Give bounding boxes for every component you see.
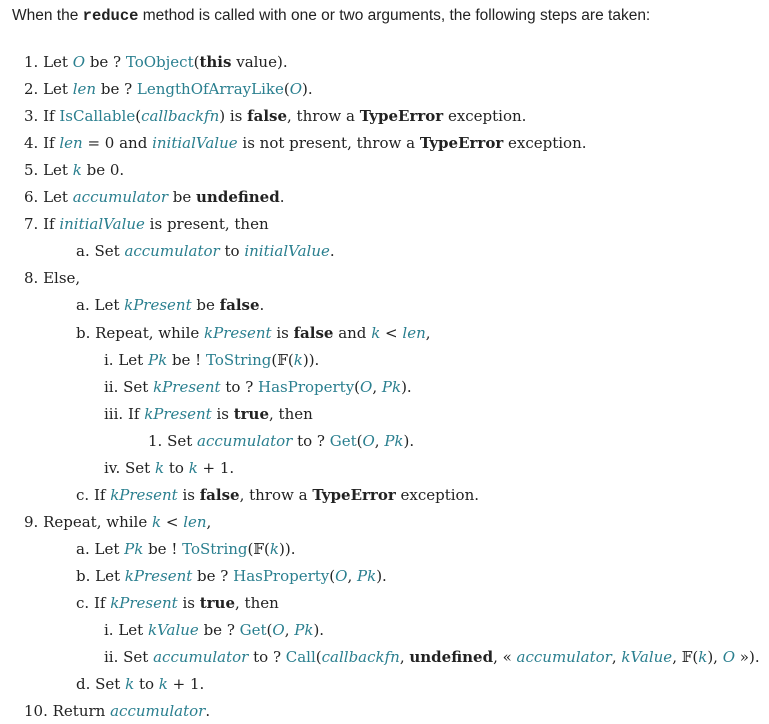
step-text: be ? [85, 53, 126, 71]
spec-variable[interactable]: kPresent [144, 404, 212, 423]
spec-value: true [233, 404, 269, 423]
step-text: exception. [395, 485, 480, 504]
spec-value: false [219, 296, 260, 315]
spec-variable[interactable]: k [188, 458, 198, 477]
spec-variable[interactable]: k [371, 323, 381, 342]
spec-value: undefined [196, 188, 280, 207]
step-line [76, 674, 204, 694]
spec-link[interactable]: HasProperty [258, 377, 355, 396]
spec-variable[interactable]: k [293, 350, 303, 369]
step-text: be ? [198, 621, 240, 640]
step-text: If [43, 107, 60, 126]
step-text: , then [235, 594, 279, 612]
step-text: ( [329, 566, 336, 585]
step-line [104, 647, 760, 667]
spec-value: TypeError [419, 134, 504, 153]
step-number: a. [76, 296, 95, 315]
step-text: Set [95, 675, 126, 694]
step-text: , then [269, 404, 313, 423]
step-text: ), [707, 648, 723, 667]
spec-value: false [293, 323, 334, 342]
step-line [76, 566, 387, 586]
spec-variable[interactable]: accumulator [72, 188, 168, 207]
step-text: Set [94, 242, 125, 261]
step-text: (𝔽( [247, 539, 270, 558]
step-text: , [425, 323, 431, 342]
step-text: to [164, 458, 189, 477]
step-line [148, 431, 414, 451]
step-number: d. [76, 675, 96, 694]
step-text: , [374, 431, 385, 450]
step-text: ( [356, 431, 363, 450]
step-text: Repeat, while [95, 323, 205, 342]
step-text: Let [43, 53, 73, 71]
step-text: ( [283, 80, 290, 99]
spec-variable[interactable]: kPresent [110, 485, 178, 504]
spec-link[interactable]: ToString [182, 539, 248, 558]
step-number: a. [76, 539, 95, 558]
spec-value: true [199, 594, 235, 612]
step-number: 2. [24, 80, 44, 99]
step-text: , [206, 512, 212, 531]
spec-value: undefined [409, 648, 494, 667]
spec-variable[interactable]: O [72, 53, 86, 71]
step-text: be [168, 188, 197, 207]
step-number: 1. [148, 431, 168, 450]
step-number: ii. [104, 377, 124, 396]
spec-variable[interactable]: initialValue [244, 242, 330, 261]
step-line [24, 160, 124, 180]
step-text: be ? [96, 80, 137, 99]
step-number: c. [76, 485, 94, 504]
step-text: Let [94, 539, 125, 558]
step-text: , throw a [287, 107, 360, 126]
spec-link[interactable]: Get [329, 431, 357, 450]
step-text: Let [94, 296, 125, 315]
step-text: be 0. [81, 161, 125, 180]
spec-variable[interactable]: kValue [147, 621, 199, 640]
step-text: , 𝔽( [672, 648, 699, 667]
step-number: 5. [24, 161, 44, 180]
step-number: 9. [24, 512, 44, 531]
spec-variable[interactable]: callbackfn [141, 107, 220, 126]
step-text: < [161, 512, 184, 531]
step-text: Let [43, 188, 73, 207]
step-line [24, 187, 284, 207]
step-text: ( [135, 107, 142, 126]
step-text: Else, [43, 269, 81, 288]
step-text: be ! [167, 350, 206, 369]
step-text: Return [52, 702, 111, 721]
spec-variable[interactable]: Pk [294, 621, 314, 640]
spec-variable[interactable]: Pk [124, 539, 144, 558]
step-line [24, 106, 526, 126]
spec-variable[interactable]: O [360, 377, 373, 396]
step-number: 10. [24, 702, 53, 721]
step-number: i. [104, 350, 119, 369]
spec-variable[interactable]: len [72, 80, 97, 99]
step-text: . [279, 188, 285, 207]
spec-value: TypeError [312, 485, 396, 504]
step-text: to ? [220, 377, 258, 396]
step-text: If [127, 404, 145, 423]
step-text: = 0 and [82, 134, 153, 153]
step-number: 6. [24, 188, 44, 207]
spec-variable[interactable]: O [362, 431, 375, 450]
step-text: be ? [192, 566, 234, 585]
step-text: < [380, 323, 403, 342]
spec-value: false [199, 485, 240, 504]
spec-variable[interactable]: kPresent [110, 594, 178, 612]
step-line [104, 377, 412, 397]
step-text: exception. [443, 107, 527, 126]
step-line [24, 133, 587, 153]
intro-text-after: method is called with one or two arguments, the following steps are taken: [138, 7, 651, 24]
step-text: , [284, 621, 295, 640]
spec-variable[interactable]: len [59, 134, 83, 153]
step-text: If [43, 134, 60, 153]
step-text: + 1. [197, 458, 235, 477]
spec-variable[interactable]: O [289, 80, 303, 99]
step-text: is [211, 404, 234, 423]
step-text: , [399, 648, 410, 667]
step-text: is [177, 594, 200, 612]
step-text: (𝔽( [271, 350, 294, 369]
step-line [76, 485, 479, 505]
intro-paragraph [12, 5, 650, 27]
step-number: 7. [24, 215, 44, 234]
step-text: , [347, 566, 357, 585]
step-text: is [271, 323, 294, 342]
step-text: ( [266, 621, 273, 640]
step-number: ii. [104, 648, 124, 667]
step-text: exception. [503, 134, 587, 153]
spec-variable[interactable]: accumulator [516, 648, 612, 667]
step-line [76, 539, 295, 559]
step-line [104, 404, 313, 424]
step-text: Let [43, 80, 73, 99]
spec-variable[interactable]: Pk [147, 350, 168, 369]
spec-variable[interactable]: k [72, 161, 82, 180]
step-number: 8. [24, 269, 44, 288]
step-text: and [333, 323, 372, 342]
step-text: If [93, 594, 111, 612]
step-text: Set [167, 431, 198, 450]
step-line [76, 323, 431, 343]
intro-text-before: When the [12, 7, 83, 24]
spec-variable[interactable]: Pk [381, 377, 402, 396]
spec-variable[interactable]: callbackfn [321, 648, 400, 667]
spec-variable[interactable]: k [125, 675, 135, 694]
step-text: Let [118, 350, 148, 369]
spec-variable[interactable]: k [154, 458, 165, 477]
spec-variable[interactable]: len [183, 512, 207, 531]
step-text: ). [302, 80, 313, 99]
step-text: be ! [143, 539, 183, 558]
step-text: is not present, throw a [237, 134, 420, 153]
step-text: Set [125, 458, 155, 477]
step-line [104, 458, 234, 478]
step-text: be [191, 296, 220, 315]
step-text: »). [735, 648, 760, 667]
spec-link[interactable]: LengthOfArrayLike [136, 80, 284, 99]
step-text: to ? [248, 648, 286, 667]
spec-variable[interactable]: kValue [621, 648, 673, 667]
spec-link[interactable]: ToObject [125, 53, 194, 71]
step-number: b. [76, 566, 96, 585]
spec-value: TypeError [359, 107, 444, 126]
step-line [24, 512, 211, 532]
step-text: ). [376, 566, 387, 585]
step-line [24, 701, 210, 721]
spec-variable[interactable]: len [402, 323, 426, 342]
step-text: . [329, 242, 335, 261]
step-line [24, 79, 313, 99]
step-text: Let [43, 161, 73, 180]
step-text: ). [403, 431, 415, 450]
spec-value: false [247, 107, 287, 126]
step-text: , « [493, 648, 517, 667]
step-text: If [43, 215, 60, 234]
step-line [76, 295, 264, 315]
step-text: . [205, 702, 211, 721]
spec-variable[interactable]: k [269, 539, 279, 558]
step-text: If [93, 485, 111, 504]
spec-variable[interactable]: k [698, 648, 708, 667]
spec-variable[interactable]: O [272, 621, 285, 640]
spec-variable[interactable]: Pk [357, 566, 377, 585]
step-text: to [134, 675, 159, 694]
method-name: reduce [82, 7, 139, 25]
spec-variable[interactable]: kPresent [204, 323, 272, 342]
step-number: c. [76, 594, 94, 612]
spec-variable[interactable]: accumulator [153, 648, 249, 667]
step-number: 4. [24, 134, 44, 153]
step-number: 3. [24, 107, 44, 126]
step-text: . [259, 296, 265, 315]
step-text: Set [123, 648, 154, 667]
spec-variable[interactable]: kPresent [153, 377, 221, 396]
step-number: a. [76, 242, 95, 261]
step-text: Repeat, while [43, 512, 152, 531]
spec-variable[interactable]: accumulator [124, 242, 220, 261]
step-text: is present, then [144, 215, 269, 234]
spec-link[interactable]: ToString [205, 350, 272, 369]
step-text: is [177, 485, 200, 504]
step-line [24, 52, 288, 72]
step-number: 1. [24, 53, 44, 71]
spec-variable[interactable]: initialValue [59, 215, 145, 234]
spec-variable[interactable]: k [152, 512, 162, 531]
step-text: ). [313, 621, 325, 640]
step-text: ( [193, 53, 200, 71]
step-text: , [372, 377, 382, 396]
step-text: ( [315, 648, 322, 667]
spec-variable[interactable]: kPresent [124, 566, 193, 585]
spec-variable[interactable]: accumulator [110, 702, 206, 721]
step-line [76, 593, 279, 613]
step-text: Set [123, 377, 154, 396]
spec-variable[interactable]: O [335, 566, 348, 585]
step-line [104, 620, 324, 640]
step-text: Let [118, 621, 148, 640]
step-number: iii. [104, 404, 128, 423]
step-number: i. [104, 621, 119, 640]
spec-link[interactable]: HasProperty [233, 566, 330, 585]
step-line [104, 350, 319, 370]
step-text: to ? [292, 431, 330, 450]
step-line [24, 268, 80, 288]
spec-link[interactable]: Get [239, 621, 267, 640]
spec-variable[interactable]: Pk [384, 431, 404, 450]
step-text: ( [354, 377, 361, 396]
step-number: b. [76, 323, 96, 342]
spec-variable[interactable]: kPresent [124, 296, 192, 315]
step-text: , throw a [239, 485, 313, 504]
spec-link[interactable]: Call [285, 648, 316, 667]
step-text: value). [231, 53, 288, 71]
step-text: + 1. [167, 675, 205, 694]
step-line [24, 214, 269, 234]
step-text: )). [302, 350, 320, 369]
spec-variable[interactable]: initialValue [152, 134, 238, 153]
step-text: Let [95, 566, 125, 585]
step-text: , [611, 648, 622, 667]
spec-variable[interactable]: k [158, 675, 168, 694]
spec-value: this [199, 53, 232, 71]
step-text: )). [278, 539, 296, 558]
step-number: iv. [104, 458, 126, 477]
step-line [76, 241, 335, 261]
spec-variable[interactable]: accumulator [197, 431, 293, 450]
step-text: ). [401, 377, 412, 396]
step-text: to [219, 242, 245, 261]
step-text: ) is [219, 107, 248, 126]
spec-link[interactable]: IsCallable [59, 107, 136, 126]
spec-variable[interactable]: O [722, 648, 736, 667]
